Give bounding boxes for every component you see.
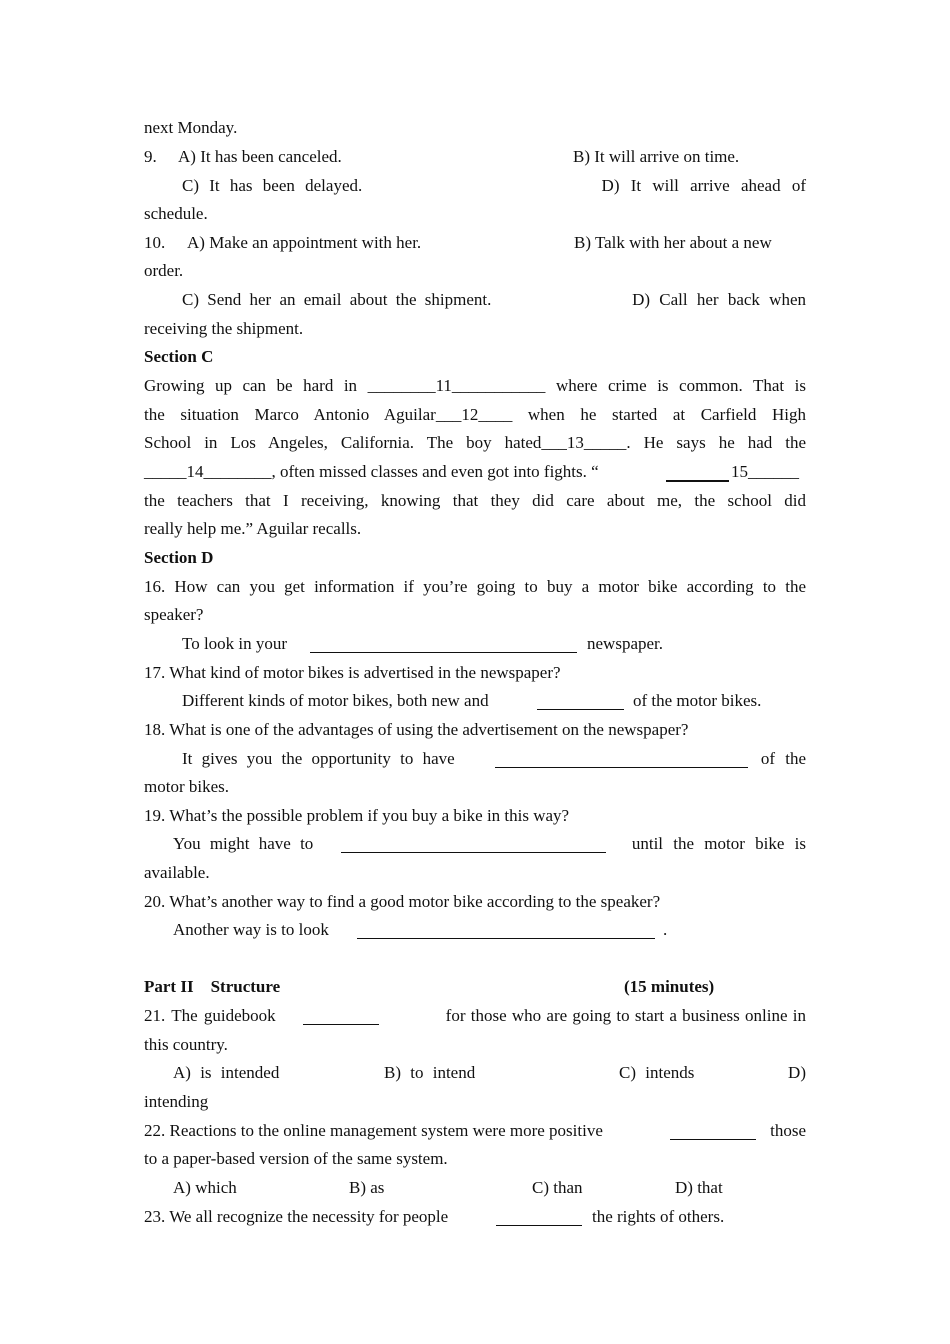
- q20-question: 20. What’s another way to find a good motor bike according to the speaker?: [144, 892, 661, 911]
- q22-question-pre: 22. Reactions to the online management system were more positive: [144, 1121, 603, 1140]
- section-c-line: the teachers that I receiving, knowing that they did care about me, the school did: [144, 491, 806, 510]
- blank-15-label: 15______: [731, 462, 799, 481]
- q22-options-row: [144, 1174, 806, 1202]
- q19-answer-end: available.: [144, 863, 210, 882]
- q9-option-b[interactable]: B) It will arrive on time.: [573, 147, 740, 166]
- q10-option-b[interactable]: B) Talk with her about a new: [574, 233, 772, 252]
- q20-answer-row: [144, 916, 806, 944]
- q19-answer-post: until the motor bike is: [631, 834, 806, 853]
- part2-header: [144, 973, 806, 1001]
- q17-answer-pre: Different kinds of motor bikes, both new and: [182, 691, 489, 710]
- blank-15-line[interactable]: [666, 458, 729, 482]
- q18-answer-end: motor bikes.: [144, 777, 229, 796]
- q19-answer-row: [144, 830, 806, 858]
- q10-option-b-end: order.: [144, 261, 184, 280]
- section-c-line: School in Los Angeles, California. The boy hated___13_____. He says he had the: [144, 433, 806, 452]
- q19-question: 19. What’s the possible problem if you buy a bike in this way?: [144, 806, 570, 825]
- q9-option-d[interactable]: D) It will arrive ahead of: [601, 176, 806, 195]
- q23-blank[interactable]: [496, 1207, 582, 1226]
- q21-options-row: [144, 1059, 806, 1087]
- q9-number: 9.: [144, 147, 157, 166]
- q23-question-pre: 23. We all recognize the necessity for people: [144, 1207, 449, 1226]
- q9-row-cd: [182, 172, 806, 200]
- q16-question-end: speaker?: [144, 605, 204, 624]
- q10-row-ab: [144, 229, 806, 257]
- text-line: next Monday.: [144, 118, 238, 137]
- q22-option-b[interactable]: B) as: [349, 1178, 385, 1197]
- q10-option-a[interactable]: A) Make an appointment with her.: [187, 233, 422, 252]
- q18-question: 18. What is one of the advantages of using the advertisement on the newspaper?: [144, 720, 689, 739]
- q9-option-c[interactable]: C) It has been delayed.: [182, 176, 363, 195]
- q23-question-row: [144, 1203, 806, 1231]
- section-c-line-blank15: [144, 458, 806, 486]
- q17-answer-post: of the motor bikes.: [633, 691, 762, 710]
- q21-option-a[interactable]: A) is intended: [173, 1063, 280, 1082]
- q10-option-d[interactable]: D) Call her back when: [632, 290, 806, 309]
- q21-option-d-end: intending: [144, 1092, 209, 1111]
- q21-option-c[interactable]: C) intends: [619, 1063, 695, 1082]
- q16-answer-pre: To look in your: [182, 634, 288, 653]
- q22-option-d[interactable]: D) that: [675, 1178, 723, 1197]
- section-c-line: Growing up can be hard in ________11___________ where crime is common. That is: [144, 376, 806, 395]
- q17-blank[interactable]: [537, 691, 624, 710]
- q21-question-row: [144, 1002, 806, 1030]
- q21-option-b[interactable]: B) to intend: [384, 1063, 476, 1082]
- section-d-heading: Section D: [144, 548, 214, 567]
- q19-blank[interactable]: [341, 834, 606, 853]
- q19-answer-pre: You might have to: [173, 834, 314, 853]
- q18-answer-row: [144, 745, 806, 773]
- q17-question: 17. What kind of motor bikes is advertised in the newspaper?: [144, 663, 561, 682]
- section-c-line-text: _____14________, often missed classes and even got into fights. “: [144, 462, 599, 481]
- q20-answer-pre: Another way is to look: [173, 920, 329, 939]
- q17-answer-row: [144, 687, 806, 715]
- q10-number: 10.: [144, 233, 166, 252]
- q22-question-row: [144, 1117, 806, 1145]
- section-c-heading: Section C: [144, 347, 214, 366]
- q16-question: 16. How can you get information if you’re going to buy a motor bike according to the: [144, 577, 806, 596]
- q10-row-cd: [182, 286, 806, 314]
- q21-question-end: this country.: [144, 1035, 228, 1054]
- q18-answer-pre: It gives you the opportunity to have: [182, 749, 455, 768]
- q18-answer-post: of the: [760, 749, 806, 768]
- q21-blank[interactable]: [303, 1006, 379, 1025]
- part2-time: (15 minutes): [624, 977, 715, 996]
- q21-question-post: for those who are going to start a business online in: [445, 1006, 806, 1025]
- q16-answer-post: newspaper.: [587, 634, 664, 653]
- q23-question-post: the rights of others.: [592, 1207, 725, 1226]
- q9-row-ab: [144, 143, 806, 171]
- q16-blank[interactable]: [310, 634, 577, 653]
- q21-question-pre: 21. The guidebook: [144, 1006, 276, 1025]
- q22-option-c[interactable]: C) than: [532, 1178, 583, 1197]
- q22-blank[interactable]: [670, 1121, 756, 1140]
- q22-question-post: those: [770, 1121, 806, 1140]
- q18-blank[interactable]: [495, 749, 748, 768]
- q9-option-a[interactable]: A) It has been canceled.: [178, 147, 342, 166]
- section-c-line: really help me.” Aguilar recalls.: [144, 519, 362, 538]
- q22-option-a[interactable]: A) which: [173, 1178, 237, 1197]
- part2-title: Part II Structure: [144, 977, 281, 996]
- q20-blank[interactable]: [357, 920, 655, 939]
- q9-option-d-end: schedule.: [144, 204, 208, 223]
- q20-answer-post: .: [663, 920, 668, 939]
- q10-option-d-end: receiving the shipment.: [144, 319, 304, 338]
- q16-answer-row: [144, 630, 806, 658]
- section-c-line: the situation Marco Antonio Aguilar___12____ when he started at Carfield High: [144, 405, 806, 424]
- q22-question-end: to a paper-based version of the same system.: [144, 1149, 448, 1168]
- q21-option-d[interactable]: D): [788, 1063, 806, 1082]
- q10-option-c[interactable]: C) Send her an email about the shipment.: [182, 290, 492, 309]
